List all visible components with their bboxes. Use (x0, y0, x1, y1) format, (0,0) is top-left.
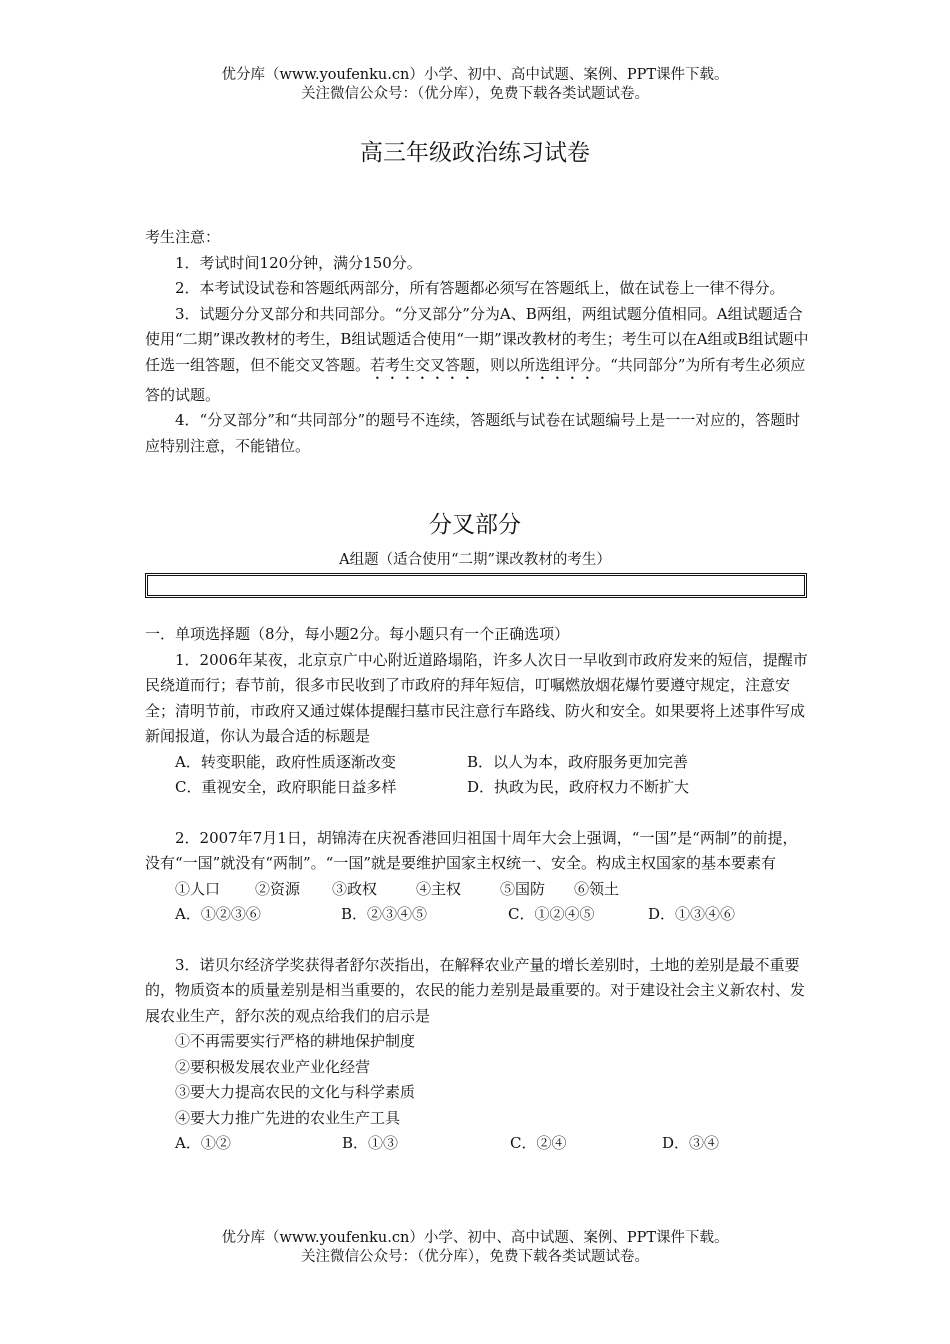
part1-heading: 一．单项选择题（8分，每小题2分。每小题只有一个正确选项） (145, 625, 570, 643)
q3-statement-3: ③要大力提高农民的文化与科学素质 (175, 1083, 416, 1101)
q2-item: ①人口 (175, 879, 221, 898)
q2-option-c: C．①②④⑤ (508, 905, 595, 923)
q2-option-b: B．②③④⑤ (341, 905, 428, 923)
section-subtitle: A组题（适合使用“二期”课改教材的考生） (339, 552, 611, 568)
page-title: 高三年级政治练习试卷 (360, 140, 590, 166)
question-3 (145, 953, 810, 1157)
notice-emphasis-2: 所选组评分 (520, 355, 596, 374)
q1-option-c: C．重视安全，政府职能日益多样 (175, 778, 397, 796)
question-1-options-row-2 (145, 775, 810, 801)
notice-item-2: 2．本考试设试卷和答题纸两部分，所有答题都必须写在答题纸上，做在试卷上一律不得分。 (175, 279, 785, 297)
q2-item: ③政权 (332, 879, 378, 898)
q3-option-c: C．②④ (510, 1134, 567, 1152)
footer-line-2: 关注微信公众号：（优分库），免费下载各类试题试卷。 (301, 1249, 649, 1265)
notice-item-3-end: 。“共同部分”为所有考生必须应答的试题。 (145, 355, 806, 404)
footer-line-1: 优分库（www.youfenku.cn）小学、初中、高中试题、案例、PPT课件下载。 (221, 1230, 729, 1246)
question-3-options (145, 1131, 810, 1157)
q2-item: ⑤国防 (500, 879, 546, 898)
q2-item: ②资源 (255, 879, 301, 898)
section-divider-box (145, 573, 807, 598)
q3-option-b: B．①③ (342, 1134, 399, 1152)
question-2-items (145, 877, 810, 903)
page-header (0, 66, 950, 104)
q2-option-d: D．①③④⑥ (648, 905, 736, 923)
question-2-stem: 2．2007年7月1日，胡锦涛在庆祝香港回归祖国十周年大会上强调，“一国”是“两制”的前提，没有“一国”就没有“两制”。“一国”就是要维护国家主权统一、安全。构成主权国家的基本要素有 (145, 828, 798, 872)
header-line-1: 优分库（www.youfenku.cn）小学、初中、高中试题、案例、PPT课件下载。 (221, 67, 729, 83)
notice-item-1: 1．考试时间120分钟，满分150分。 (175, 253, 422, 272)
q1-option-a: A．转变职能，政府性质逐渐改变 (175, 752, 396, 771)
page-footer (0, 1229, 950, 1267)
q2-item: ④主权 (416, 879, 462, 898)
question-area (145, 622, 810, 1157)
q3-option-d: D．③④ (662, 1134, 720, 1152)
q3-statement-2: ②要积极发展农业产业化经营 (175, 1057, 371, 1076)
notice-label: 考生注意： (145, 228, 221, 246)
question-1-options-row-1 (145, 750, 810, 776)
question-1-stem: 1．2006年某夜，北京京广中心附近道路塌陷，许多人次日一早收到市政府发来的短信，提醒市民绕道而行；春节前，很多市民收到了市政府的拜年短信，叮嘱燃放烟花爆竹要遵守规定，注意安全；清明节前，市政府又通过媒体提醒扫墓市民注意行车路线、防火和安全。如果要将上述事件写成新闻报道，你认为最合适的标题是 (145, 650, 808, 745)
question-2 (145, 826, 810, 928)
q1-option-d: D．执政为民，政府权力不断扩大 (467, 778, 690, 796)
section-title: 分叉部分 (429, 512, 521, 538)
q2-item: ⑥领土 (574, 879, 620, 898)
notice-item-3 (145, 302, 810, 409)
q3-statement-4: ④要大力推广先进的农业生产工具 (175, 1108, 401, 1127)
q2-option-a: A．①②③⑥ (175, 905, 261, 923)
q3-option-a: A．①② (175, 1134, 231, 1152)
notice-item-3-text: 3．试题分分叉部分和共同部分。“分叉部分”分为A、B两组，两组试题分值相同。A组试题适合使用“二期”课改教材的考生，B组试题适合使用“一期”课改教材的考生；考生可以在A组或B组试题中任选一组答题，但不能交叉答题。 (145, 304, 809, 374)
notice-emphasis-1: 若考生交叉答题 (370, 355, 476, 374)
header-line-2: 关注微信公众号：（优分库），免费下载各类试题试卷。 (301, 86, 649, 102)
q1-option-b: B．以人为本，政府服务更加完善 (467, 752, 689, 771)
q3-statement-1: ①不再需要实行严格的耕地保护制度 (175, 1032, 416, 1050)
exam-notice (145, 225, 810, 459)
notice-item-4: 4．“分叉部分”和“共同部分”的题号不连续，答题纸与试卷在试题编号上是一一对应的，答题时应特别注意，不能错位。 (145, 411, 801, 455)
question-2-options (145, 902, 810, 928)
question-1 (145, 648, 810, 801)
notice-item-3-mid: ，则以 (475, 355, 521, 374)
question-3-stem: 3．诺贝尔经济学奖获得者舒尔茨指出，在解释农业产量的增长差别时，土地的差别是最不重要的，物质资本的质量差别是相当重要的，农民的能力差别是最重要的。对于建设社会主义新农村、发展农业生产，舒尔茨的观点给我们的启示是 (145, 955, 806, 1025)
